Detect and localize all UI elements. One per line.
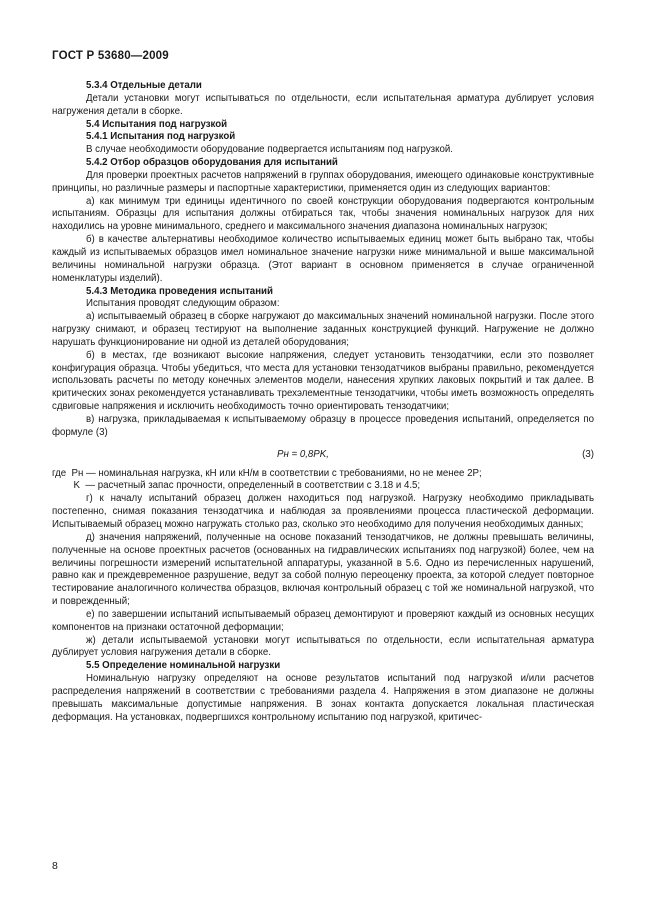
- text-section-1: [52, 80, 594, 440]
- page-number: 8: [52, 860, 58, 872]
- paragraph: В случае необходимости оборудование подвергается испытаниям под нагрузкой.: [86, 144, 453, 156]
- document-body: [52, 80, 594, 725]
- section-heading: 5.4.2 Отбор образцов оборудования для испытаний: [86, 157, 338, 169]
- formula-expression: Pн = 0,8PK,: [277, 448, 329, 460]
- section-heading: 5.4 Испытания под нагрузкой: [86, 118, 228, 130]
- formula-number: (3): [582, 448, 594, 460]
- paragraph: б) в качестве альтернативы необходимое количество испытываемых единиц может быть выбрано так, чтобы каждый из испытываемых образцов имел номинальное значение нагрузки ниже минимальной и выше максимальной величины номинальной нагрузки образца. (Этот вариант в основном применяется в случае ограниченной номенклатуры изделий).: [52, 234, 594, 284]
- paragraph: а) как минимум три единицы идентичного по своей конструкции оборудования подвергаются контрольным испытаниям. Образцы для испытания должны отбираться так, чтобы значения номинальных нагрузок для них находились на уровне минимального, среднего и максимального значения диапазона номинальных нагрузок;: [52, 195, 594, 233]
- section-heading: 5.5 Определение номинальной нагрузки: [86, 660, 281, 672]
- paragraph: Номинальную нагрузку определяют на основе результатов испытаний под нагрузкой и/или расчетов распределения напряжений в соответствии с требованиями раздела 4. Напряжения в этом диапазоне не должны превышать максимальные допустимые напряжения. В зонах контакта допускается локальная пластическая деформация. На установках, подвергшихся контрольному испытанию под нагрузкой, критичес-: [52, 673, 594, 723]
- formula-legend: [52, 468, 594, 494]
- section-heading: 5.3.4 Отдельные детали: [86, 80, 202, 91]
- section-heading: 5.4.1 Испытания под нагрузкой: [86, 131, 236, 143]
- legend-line: где Pн — номинальная нагрузка, кН или кН/м в соответствии с требованиями, но не менее 2P;: [52, 467, 482, 479]
- paragraph: е) по завершении испытаний испытываемый образец демонтируют и проверяют каждый из основных несущих компонентов на признаки остаточной деформации;: [52, 608, 594, 633]
- text-section-2: [52, 493, 594, 724]
- paragraph: г) к началу испытаний образец должен находиться под нагрузкой. Нагрузку необходимо прикладывать постепенно, снимая показания тензодатчика и наблюдая за проявлениями процесса пластической деформации. Испытываемый образец можно нагружать столько раз, сколько это необходимо для получения необходимых данных;: [52, 493, 594, 530]
- paragraph: д) значения напряжений, полученные на основе показаний тензодатчиков, не должны превышать величины, полученные на основе проектных расчетов (основанных на гидравлических испытаниях под нагрузкой) более, чем на величины погрешности измерений испытательной аппаратуры, указанной в 5.6. Одно из перечисленных нарушений, равно как и преждевременное разрушение, ведут за собой полную переоценку проекта, за которой следует повторное тестирование аналогичного количества образцов, включая контрольный образец с той же номинальной нагрузкой, что и поврежденный;: [52, 531, 594, 608]
- paragraph: Детали установки могут испытываться по отдельности, если испытательная арматура дублирует условия нагружения детали в сборке.: [52, 92, 594, 117]
- paragraph: Испытания проводят следующим образом:: [86, 298, 280, 310]
- paragraph: ж) детали испытываемой установки могут испытываться по отдельности, если испытательная арматура дублирует условия нагружения детали в сборке.: [52, 634, 594, 659]
- legend-line: K — расчетный запас прочности, определенный в соответствии с 3.18 и 4.5;: [52, 480, 421, 492]
- formula-block: [52, 442, 594, 468]
- paragraph: а) испытываемый образец в сборке нагружают до максимальных значений номинальной нагрузки. После этого нагрузку снимают, и образец тестируют на выполнение заданных конструкцией функций. Нагружение не должно нарушать функционирование ни одной из деталей оборудования;: [52, 311, 594, 348]
- paragraph: б) в местах, где возникают высокие напряжения, следует установить тензодатчики, если это позволяет конфигурация образца. Чтобы убедиться, что места для установки тензодатчиков выбраны правильно, рекомендуется использовать расчеты по методу конечных элементов модели, нанесения хрупких лаковых покрытий и так далее. В критических зонах рекомендуется устанавливать трехэлементные тензодатчики, чтобы иметь возможность определять сдвиговые напряжения и исключить необходимость точно ориентировать тензодатчики;: [52, 349, 594, 413]
- section-heading: 5.4.3 Методика проведения испытаний: [86, 285, 273, 297]
- document-header: ГОСТ Р 53680—2009: [52, 50, 169, 62]
- paragraph: Для проверки проектных расчетов напряжений в группах оборудования, имеющего одинаковые конструктивные принципы, но различные размеры и паспортные характеристики, применяется один из следующих вариантов:: [52, 169, 594, 194]
- paragraph: в) нагрузка, прикладываемая к испытываемому образцу в процессе проведения испытаний, определяется по формуле (3): [52, 413, 594, 438]
